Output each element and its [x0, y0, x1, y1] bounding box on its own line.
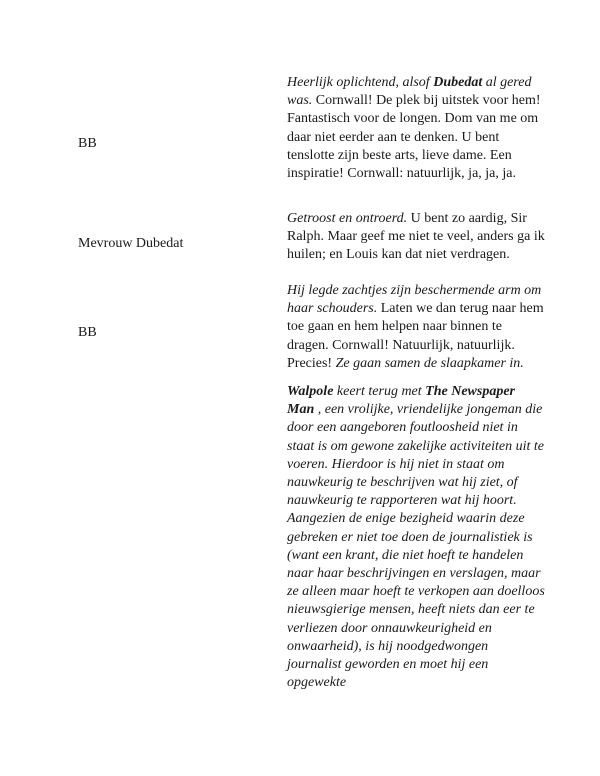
character-name: Walpole — [287, 384, 334, 399]
character-name: The Newspaper Man — [287, 384, 515, 418]
stage-direction: , een vrolijke, vriendelijke jongeman die door een aangeboren foutloosheid niet in staat is om gewone zakelijke activiteiten uit te voeren. Hierdoor is hij niet in staat om nauwkeurig te beschrijven wat hij ziet, of nauwkeurig te rapporteren wat hij hoort. Aangezien de enige bezigheid waarin deze gebreken er niet toe doen de journalistiek is (want een krant, die niet hoeft te handelen naar haar beschrijvingen en verslagen, maar ze alleen maar hoeft te verkopen aan doelloos nieuwsgierige mensen, heeft niets dan eer te verliezen door onnauwkeurigheid en onwaarheid), is hij noodgedwongen journalist geworden en moet hij een opgewekte — [287, 402, 545, 691]
speaker-label: BB — [78, 325, 97, 340]
spoken-text: Laten we dan terug naar hem toe gaan en hem helpen naar binnen te dragen. Cornwall! Natuurlijk, natuurlijk. Precies! — [287, 301, 544, 371]
spoken-text: U bent zo aardig, Sir Ralph. Maar geef me niet te veel, anders ga ik huilen; en Louis kan dat niet verdragen. — [287, 211, 545, 263]
stage-direction: Heerlijk oplichtend, alsof — [287, 75, 434, 90]
dialogue-text — [287, 74, 545, 183]
spoken-text: Cornwall! De plek bij uitstek voor hem! Fantastisch voor de longen. Dom van me om daar niet eerder aan te denken. U bent tenslotte zijn beste arts, lieve dame. Een inspiratie! Cornwall: natuurlijk, ja, ja, ja. — [287, 93, 541, 182]
stage-direction: Getroost en ontroerd. — [287, 211, 408, 226]
speaker-label: Mevrouw Dubedat — [78, 236, 184, 251]
dialogue-text — [287, 282, 545, 373]
stage-direction-paragraph — [287, 383, 545, 692]
stage-direction: Hij legde zachtjes zijn beschermende arm om haar schouders. — [287, 283, 542, 317]
stage-direction: keert terug met — [333, 384, 426, 399]
dialogue-text — [287, 210, 545, 265]
stage-direction: Ze gaan samen de slaapkamer in. — [335, 355, 524, 371]
stage-direction: al gered was. — [287, 75, 532, 109]
character-name: Dubedat — [433, 75, 483, 90]
speaker-label: BB — [78, 136, 97, 151]
